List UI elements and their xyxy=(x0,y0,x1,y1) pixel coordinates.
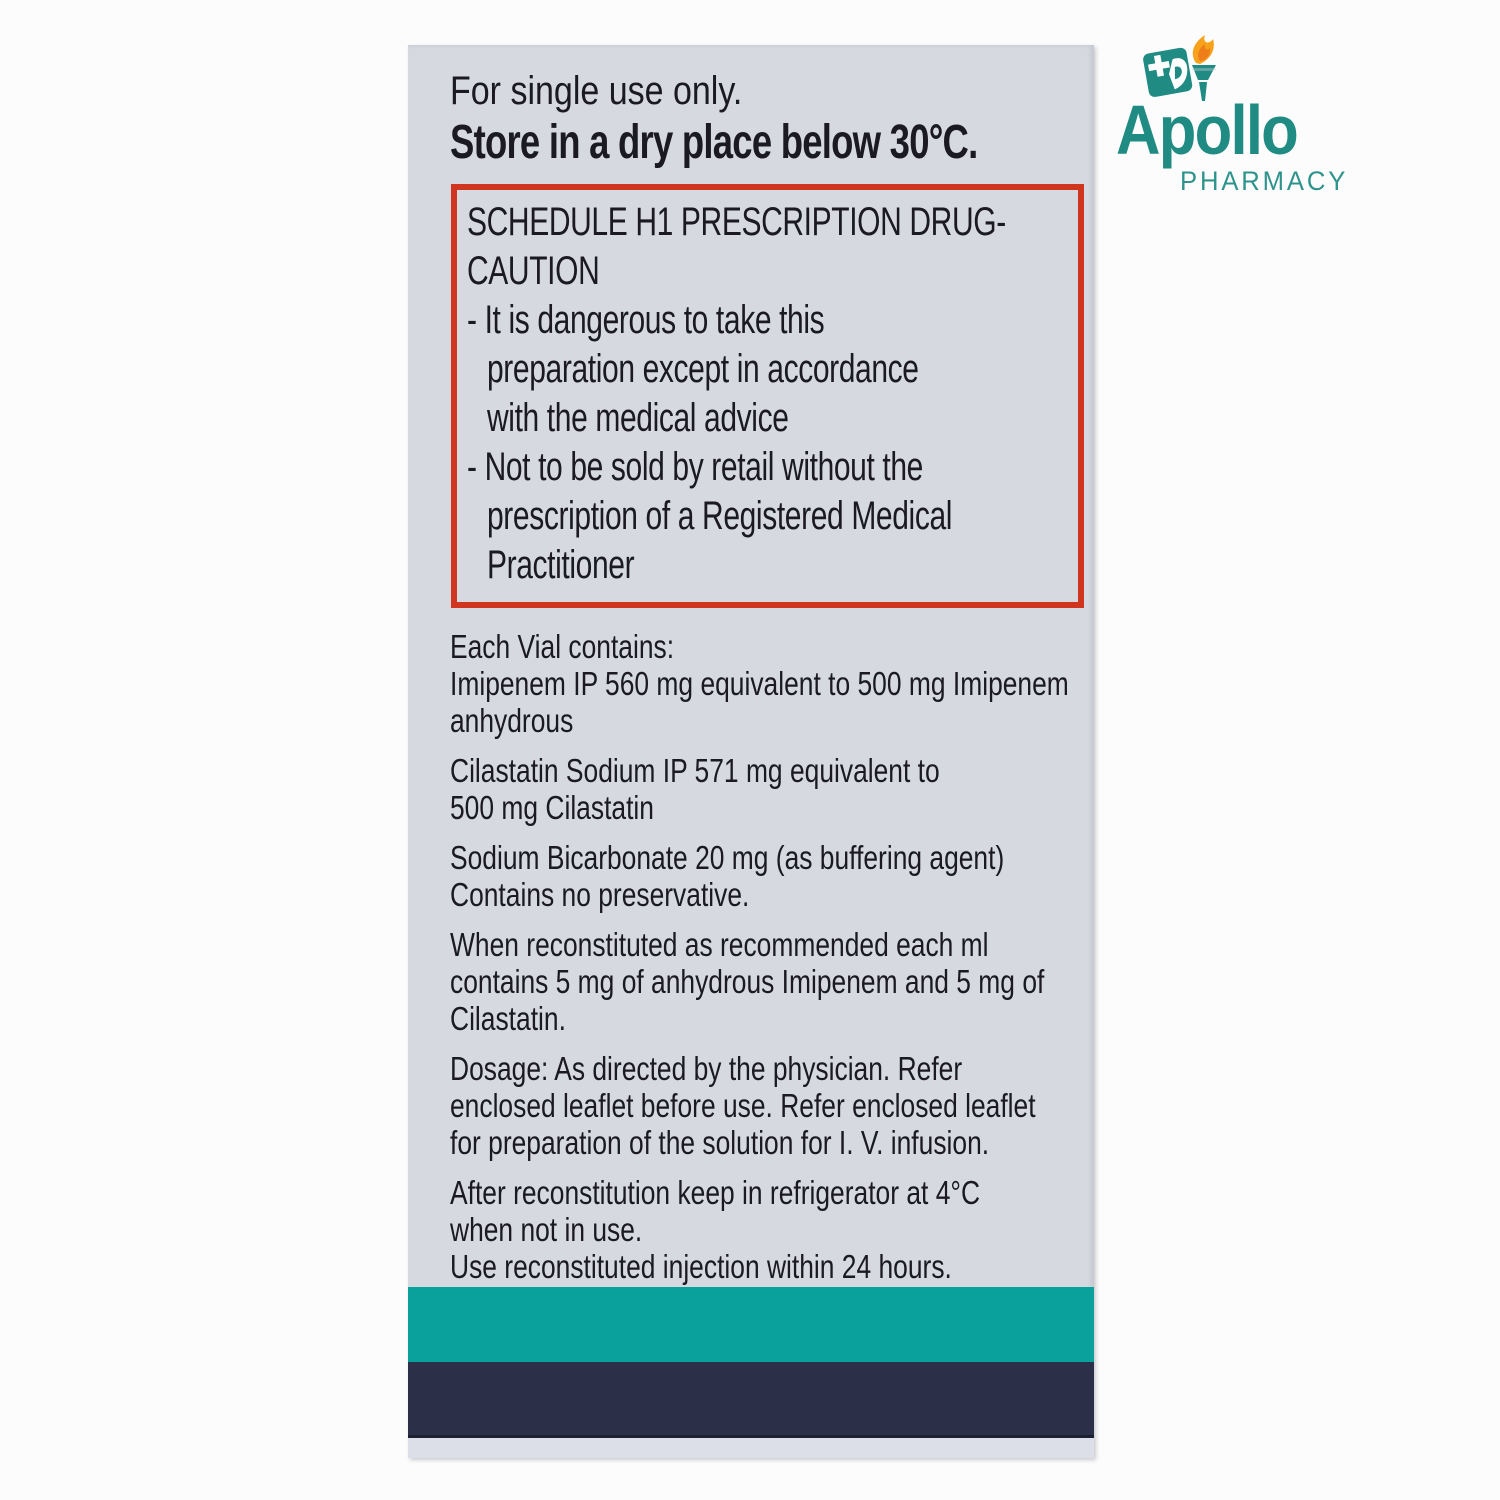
reconstitution-paragraph: When reconstituted as recommended each ml contains 5 mg of anhydrous Imipenem and 5 mg of Cilastatin. xyxy=(450,926,1045,1037)
caution-bullet-line: - Not to be sold by retail without the xyxy=(467,445,923,489)
dosage-paragraph: Dosage: As directed by the physician. Refer enclosed leaflet before use. Refer enclosed leaflet for preparation of the solution for I. V. infusion. xyxy=(450,1050,1036,1161)
caution-bullet-line: with the medical advice xyxy=(487,396,789,440)
composition-text xyxy=(450,628,1094,1285)
caution-title-line: CAUTION xyxy=(467,249,600,293)
navy-band xyxy=(408,1362,1094,1438)
caution-bullet-line: - It is dangerous to take this xyxy=(467,298,825,342)
caution-bullet-line: Practitioner xyxy=(487,543,635,587)
caution-bullet-line: preparation except in accordance xyxy=(487,347,919,391)
logo-brand-text: Apollo xyxy=(1116,91,1298,169)
logo-subtitle-text: PHARMACY xyxy=(1180,166,1349,196)
medicine-box-side-panel xyxy=(408,45,1094,1458)
caution-title-line: SCHEDULE H1 PRESCRIPTION DRUG- xyxy=(467,200,1006,244)
storage-after-reconstitution-paragraph: After reconstitution keep in refrigerator at 4°C when not in use. Use reconstituted injection within 24 hours. xyxy=(450,1174,981,1285)
sodium-bicarbonate-paragraph: Sodium Bicarbonate 20 mg (as buffering agent) Contains no preservative. xyxy=(450,839,1005,913)
caution-bullet-line: prescription of a Registered Medical xyxy=(487,494,953,538)
single-use-text: For single use only. xyxy=(450,69,743,113)
vial-contents-heading: Each Vial contains: xyxy=(450,628,675,665)
storage-instruction-text: Store in a dry place below 30°C. xyxy=(450,116,978,169)
panel-content xyxy=(450,45,1094,1285)
vial-contents-paragraph: Each Vial contains: Imipenem IP 560 mg equivalent to 500 mg Imipenem anhydrous xyxy=(450,628,1094,739)
schedule-h1-caution-box xyxy=(451,184,1084,608)
teal-band xyxy=(408,1287,1094,1362)
box-bottom-edge xyxy=(408,1438,1094,1458)
cilastatin-paragraph: Cilastatin Sodium IP 571 mg equivalent to 500 mg Cilastatin xyxy=(450,752,940,826)
apollo-pharmacy-logo xyxy=(1116,34,1406,204)
flame-icon xyxy=(1193,35,1214,64)
